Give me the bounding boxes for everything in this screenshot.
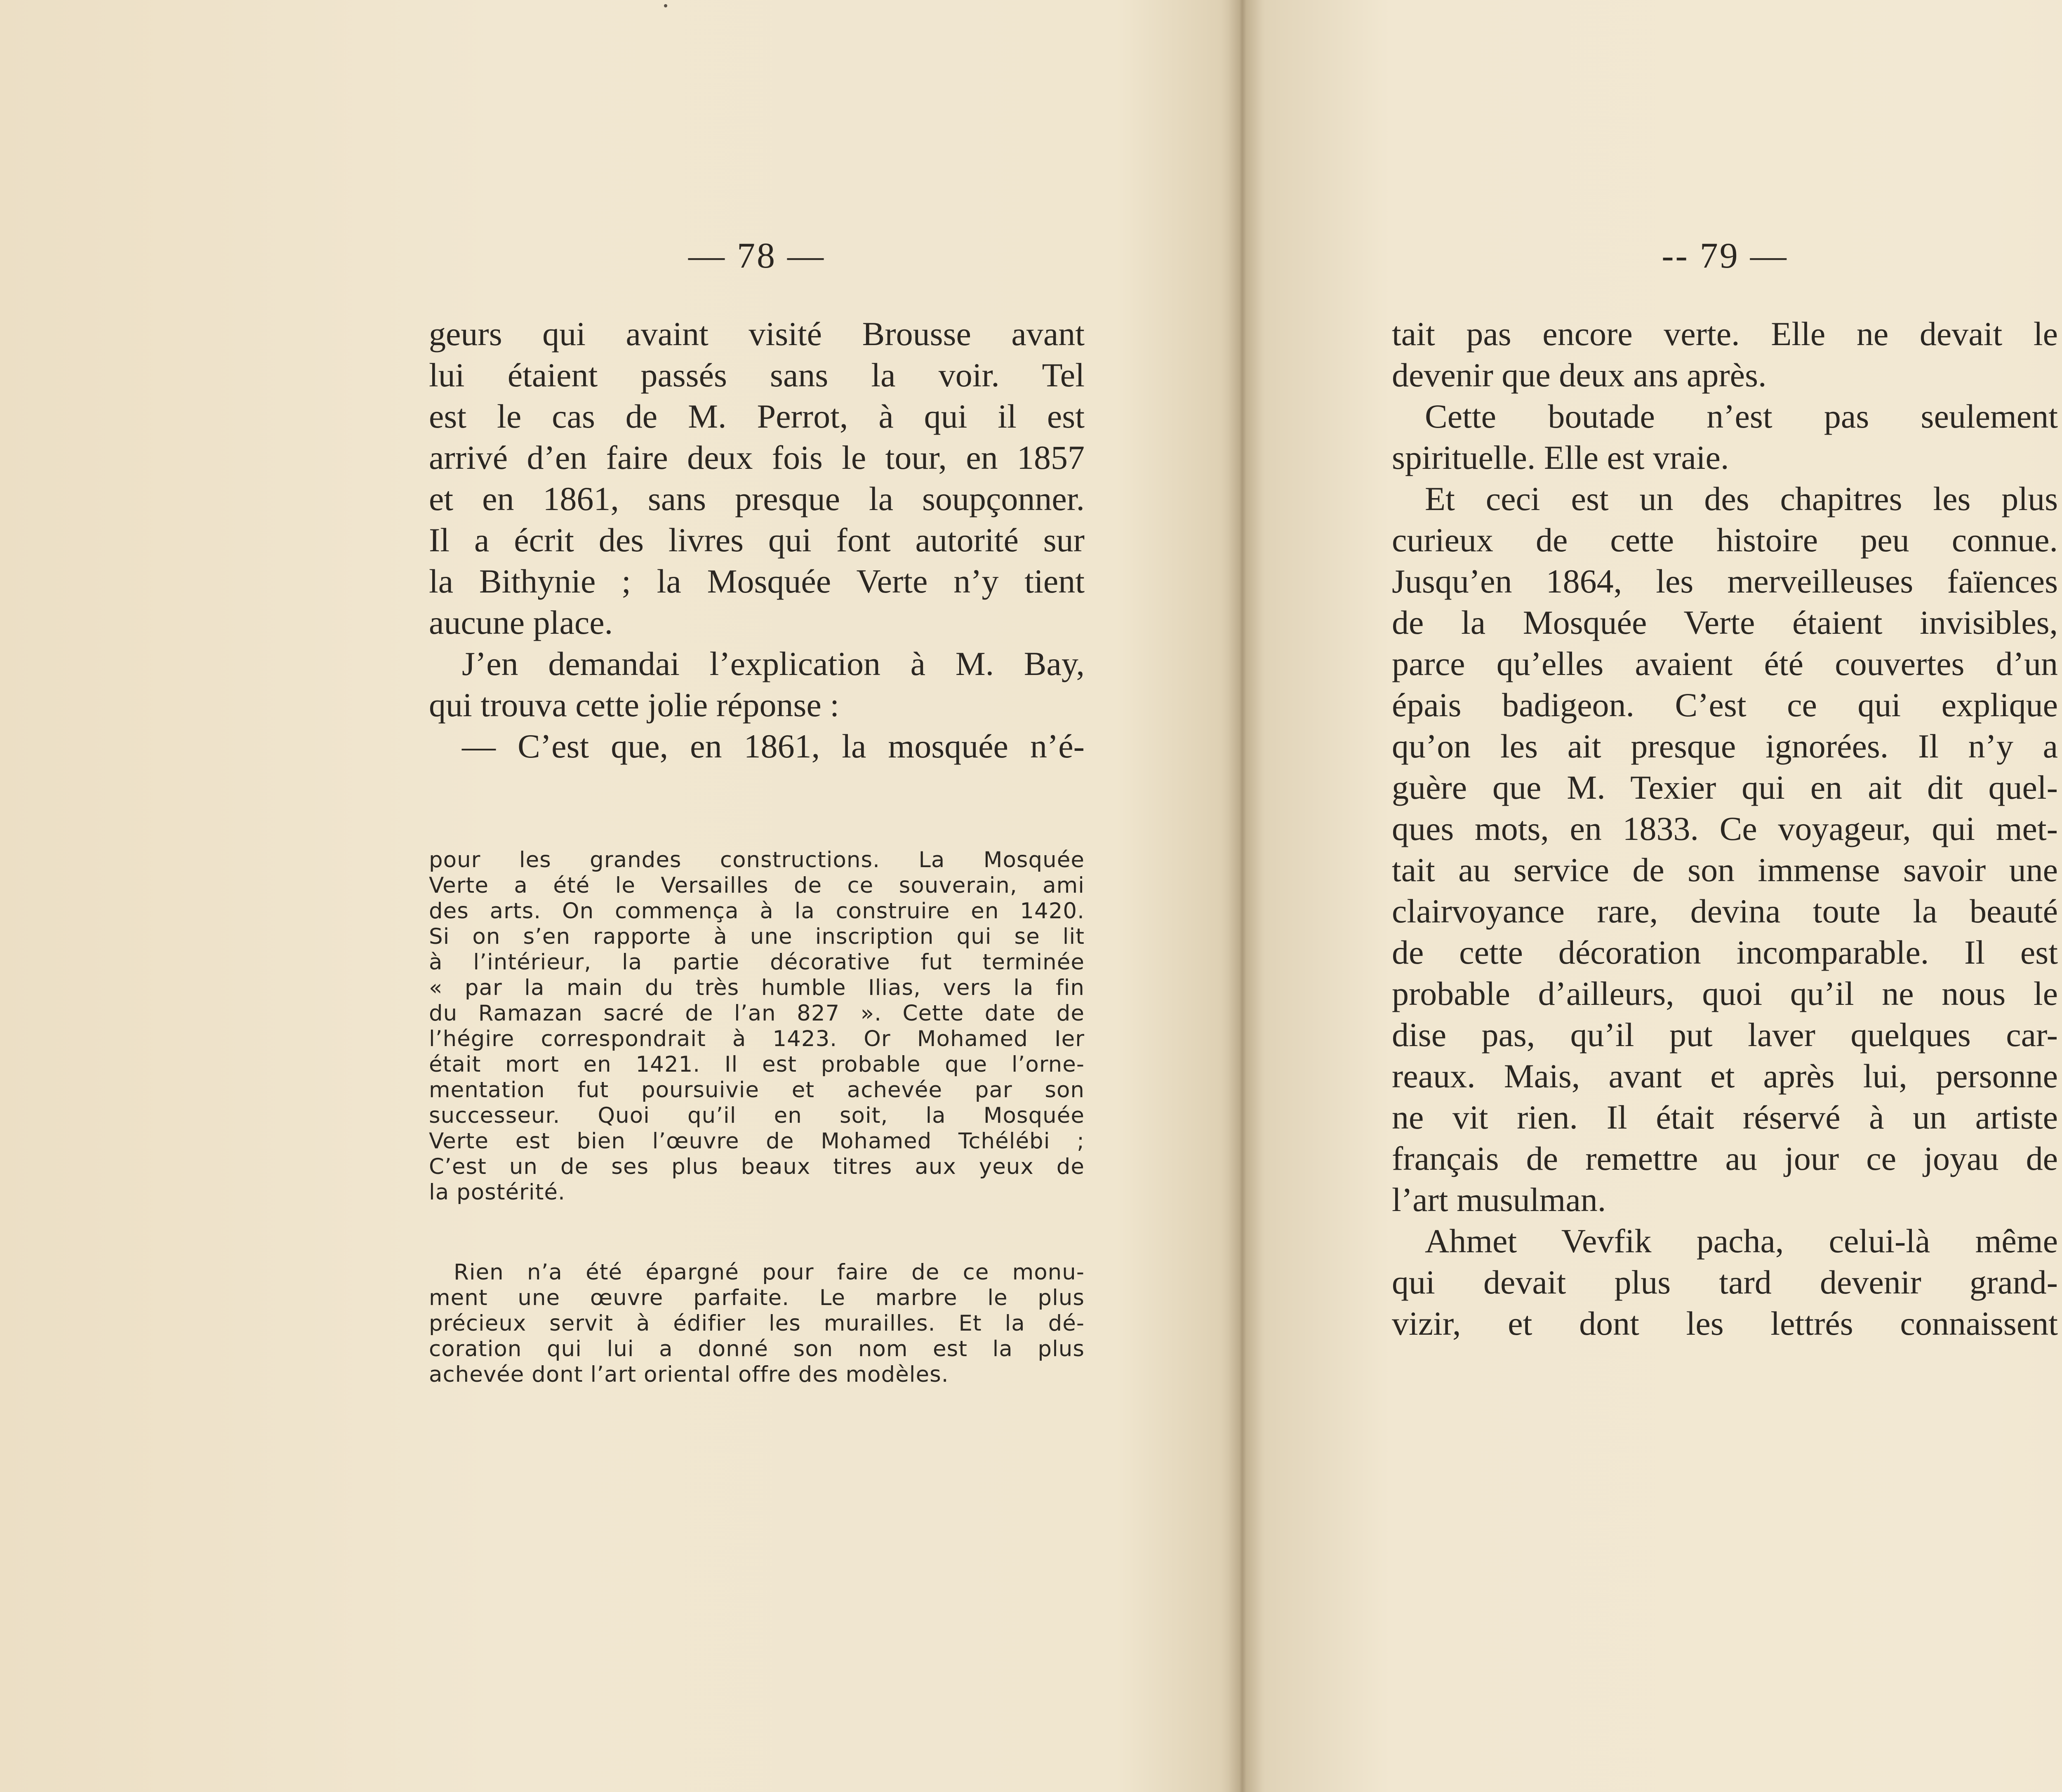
footnote-line: successeur. Quoi qu’il en soit, la Mosquée <box>429 1103 1085 1128</box>
footnote-line: la postérité. <box>429 1180 565 1205</box>
text-line: geurs qui avaint visité Brousse avant <box>429 315 1085 353</box>
text-line: Ahmet Vevfik pacha, celui-là même <box>1425 1222 2058 1260</box>
footnote <box>429 847 1085 1205</box>
footnote-line: Rien n’a été épargné pour faire de ce monu- <box>454 1260 1085 1285</box>
text-line: probable d’ailleurs, quoi qu’il ne nous le <box>1392 975 2058 1012</box>
text-line: lui étaient passés sans la voir. Tel <box>429 356 1085 394</box>
text-line: spirituelle. Elle est vraie. <box>1392 439 1729 476</box>
main-text <box>1392 313 2058 1344</box>
text-line: épais badigeon. C’est ce qui explique <box>1392 686 2058 724</box>
footnote-line: ment une œuvre parfaite. Le marbre le plus <box>429 1285 1085 1310</box>
text-line: reaux. Mais, avant et après lui, personne <box>1392 1057 2058 1095</box>
footnote-line: l’hégire correspondrait à 1423. Or Mohamed Ier <box>429 1026 1085 1051</box>
footnote-line: pour les grandes constructions. La Mosquée <box>429 847 1085 872</box>
text-line: de la Mosquée Verte étaient invisibles, <box>1392 604 2058 641</box>
text-line: Il a écrit des livres qui font autorité sur <box>429 521 1085 559</box>
text-line: ques mots, en 1833. Ce voyageur, qui met- <box>1392 810 2058 847</box>
footnote-line: mentation fut poursuivie et achevée par son <box>429 1077 1085 1103</box>
right-page <box>1392 0 2058 1792</box>
footnote-line: Verte est bien l’œuvre de Mohamed Tchélébi ; <box>429 1129 1085 1154</box>
text-line: — C’est que, en 1861, la mosquée n’é- <box>462 727 1085 765</box>
footnote-line: coration qui lui a donné son nom est la plus <box>429 1336 1085 1362</box>
text-line: tait pas encore verte. Elle ne devait le <box>1392 315 2058 353</box>
text-line: clairvoyance rare, devina toute la beauté <box>1392 892 2058 930</box>
text-line: la Bithynie ; la Mosquée Verte n’y tient <box>429 562 1085 600</box>
text-line: parce qu’elles avaient été couvertes d’un <box>1392 645 2058 682</box>
text-line: qu’on les ait presque ignorées. Il n’y a <box>1392 727 2058 765</box>
text-line: ne vit rien. Il était réservé à un artiste <box>1392 1098 2058 1136</box>
text-line: l’art musulman. <box>1392 1181 1606 1218</box>
text-line: et en 1861, sans presque la soupçonner. <box>429 480 1085 517</box>
text-line: tait au service de son immense savoir une <box>1392 851 2058 889</box>
footnote-line: à l’intérieur, la partie décorative fut terminée <box>429 950 1085 975</box>
footnote-line: C’est un de ses plus beaux titres aux yeux de <box>429 1154 1085 1179</box>
text-line: J’en demandai l’explication à M. Bay, <box>462 645 1085 682</box>
text-line: devenir que deux ans après. <box>1392 356 1767 394</box>
footnote-line: Si on s’en rapporte à une inscription qui se lit <box>429 924 1085 949</box>
footnote-line: précieux servit à édifier les murailles. Et la dé- <box>429 1311 1085 1336</box>
text-line: est le cas de M. Perrot, à qui il est <box>429 397 1085 435</box>
text-line: Cette boutade n’est pas seulement <box>1425 397 2058 435</box>
footnote-line: achevée dont l’art oriental offre des modèles. <box>429 1362 949 1387</box>
text-line: qui trouva cette jolie réponse : <box>429 686 840 724</box>
left-page <box>429 0 1085 1792</box>
book-gutter <box>1221 0 1262 1792</box>
footnote-line: était mort en 1421. Il est probable que l’orne- <box>429 1052 1085 1077</box>
footnote-line: Verte a été le Versailles de ce souverain, ami <box>429 873 1085 898</box>
text-line: français de remettre au jour ce joyau de <box>1392 1140 2058 1177</box>
page-number: — 78 — <box>688 236 825 276</box>
text-line: arrivé d’en faire deux fois le tour, en 1857 <box>429 439 1085 476</box>
footnote-line: des arts. On commença à la construire en 1420. <box>429 898 1085 924</box>
page-number: -- 79 — <box>1662 236 1788 276</box>
text-line: guère que M. Texier qui en ait dit quel- <box>1392 769 2058 806</box>
text-line: Et ceci est un des chapitres les plus <box>1425 480 2058 517</box>
main-text <box>429 313 1085 767</box>
text-line: dise pas, qu’il put laver quelques car- <box>1392 1016 2058 1054</box>
text-line: qui devait plus tard devenir grand- <box>1392 1263 2058 1301</box>
text-line: vizir, et dont les lettrés connaissent <box>1392 1305 2058 1342</box>
footnote-line: « par la main du très humble Ilias, vers la fin <box>429 975 1085 1000</box>
text-line: Jusqu’en 1864, les merveilleuses faïences <box>1392 562 2058 600</box>
text-line: de cette décoration incomparable. Il est <box>1392 934 2058 971</box>
footnote-line: du Ramazan sacré de l’an 827 ». Cette date de <box>429 1001 1085 1026</box>
text-line: curieux de cette histoire peu connue. <box>1392 521 2058 559</box>
footnote-continued <box>429 1260 1085 1388</box>
text-line: aucune place. <box>429 604 613 641</box>
